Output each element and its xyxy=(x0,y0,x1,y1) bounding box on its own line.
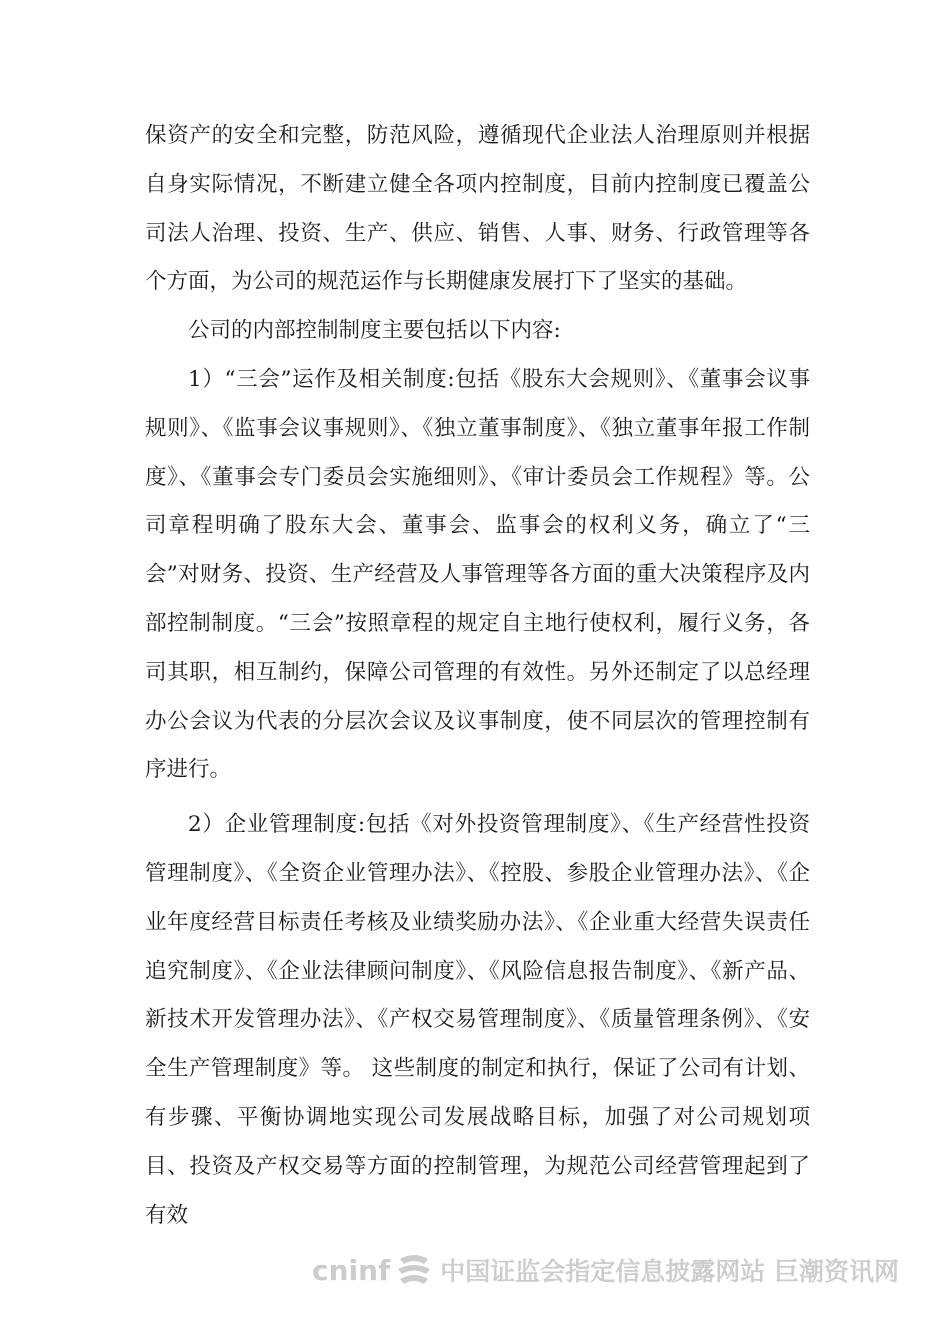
paragraph-item-2: 2）企业管理制度:包括《对外投资管理制度》、《生产经营性投资管理制度》、《全资企业管理办法》、《控股、参股企业管理办法》、《企业年度经营目标责任考核及业绩奖励办法》、《企业重大经营失误责任追究制度》、《企业法律顾问制度》、《风险信息报告制度》、《新产品、新技术开发管理办法》、《产权交易管理制度》、《质量管理条例》、《安全生产管理制度》等。 这些制度的制定和执行，保证了公司有计划、有步骤、平衡协调地实现公司发展战略目标，加强了对公司规划项目、投资及产权交易等方面的控制管理，为规范公司经营管理起到了有效 xyxy=(145,812,810,1228)
watermark xyxy=(312,1248,950,1292)
watermark-site-text: 中国证监会指定信息披露网站 巨潮资讯网 xyxy=(440,1257,899,1286)
document-body xyxy=(145,112,810,1240)
watermark-logo-text: cninf xyxy=(312,1253,391,1287)
cninfo-logo-icon xyxy=(394,1251,434,1289)
paragraph-continuation: 保资产的安全和完整，防范风险，遵循现代企业法人治理原则并根据自身实际情况，不断建立健全各项内控制度，目前内控制度已覆盖公司法人治理、投资、生产、供应、销售、人事、财务、行政管理等各个方面，为公司的规范运作与长期健康发展打下了坚实的基础。 xyxy=(145,123,810,295)
paragraph-item-1: 1）“三会”运作及相关制度:包括《股东大会规则》、《董事会议事规则》、《监事会议事规则》、《独立董事制度》、《独立董事年报工作制度》、《董事会专门委员会实施细则》、《审计委员会工作规程》等。公司章程明确了股东大会、董事会、监事会的权利义务，确立了“三会”对财务、投资、生产经营及人事管理等各方面的重大决策程序及内部控制制度。“三会”按照章程的规定自主地行使权利，履行义务，各司其职，相互制约，保障公司管理的有效性。另外还制定了以总经理办公会议为代表的分层次会议及议事制度，使不同层次的管理控制有序进行。 xyxy=(145,366,810,783)
paragraph-intro: 公司的内部控制制度主要包括以下内容: xyxy=(188,318,561,344)
